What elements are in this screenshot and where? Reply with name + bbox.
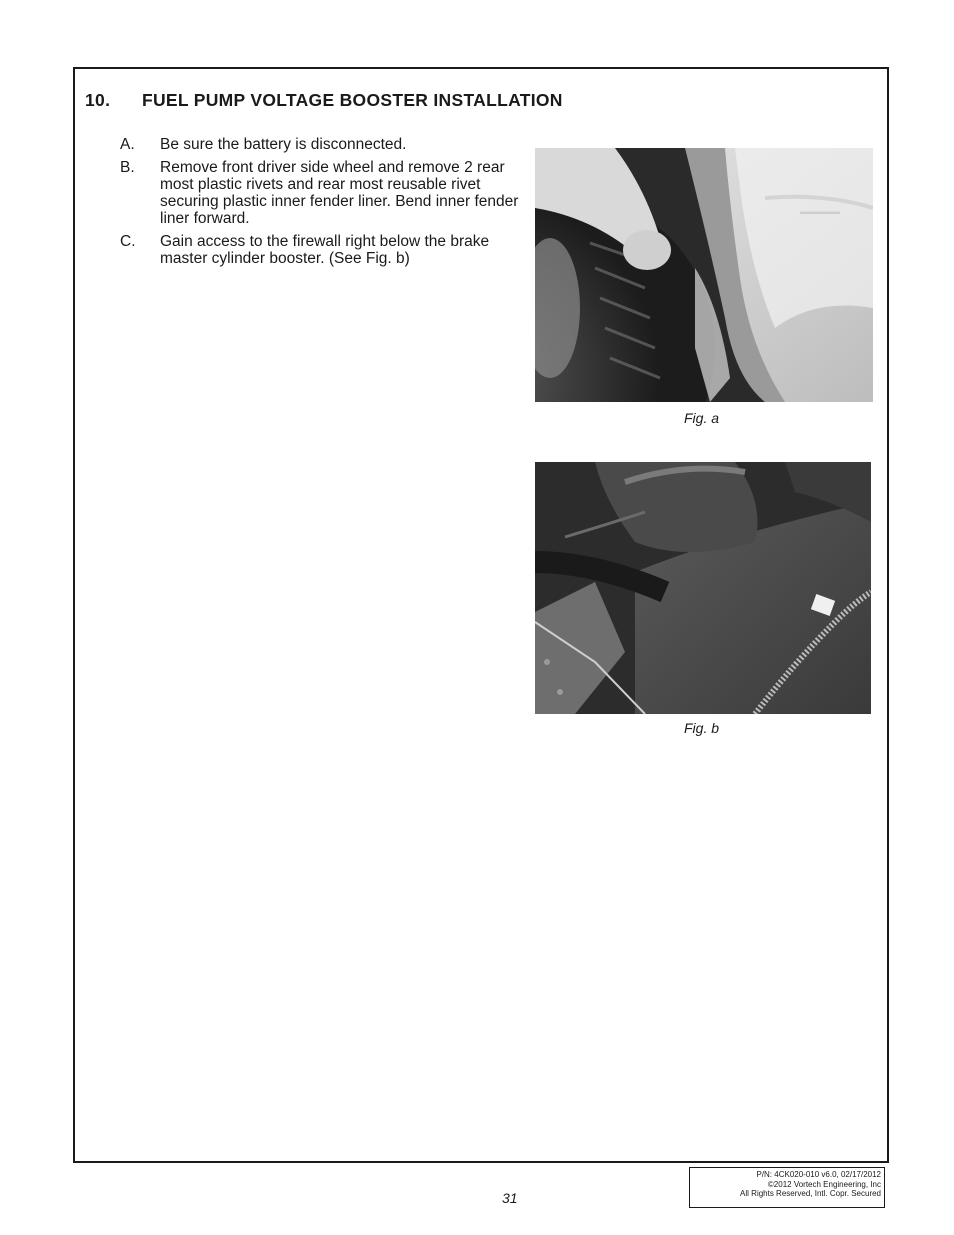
step-text: Remove front driver side wheel and remove 2 rear most plastic rivets and rear most reusable rivet securing plastic inner fender liner. Bend inner fender liner forward.: [160, 159, 519, 227]
step-letter: C.: [120, 233, 136, 250]
part-number: P/N: 4CK020-010 v6.0, 02/17/2012: [756, 1170, 881, 1179]
page-number: 31: [502, 1190, 518, 1206]
instruction-list: [120, 136, 520, 273]
instruction-step: [120, 136, 520, 153]
rights-text: All Rights Reserved, Intl. Copr. Secured: [740, 1189, 881, 1198]
instruction-step: [120, 159, 520, 227]
figure-caption: Fig. b: [684, 720, 720, 736]
step-text: Gain access to the firewall right below the brake master cylinder booster. (See Fig. b): [160, 233, 490, 267]
copyright-box: [689, 1167, 885, 1208]
section-number: 10.: [85, 90, 111, 110]
copyright-text: ©2012 Vortech Engineering, Inc: [767, 1179, 881, 1189]
figure-caption: Fig. a: [684, 410, 720, 426]
firewall-photo: [535, 462, 871, 714]
instruction-step: [120, 233, 520, 267]
section-title: FUEL PUMP VOLTAGE BOOSTER INSTALLATION: [142, 90, 563, 110]
section-heading: [85, 90, 563, 111]
fender-liner-photo: [535, 148, 873, 402]
step-letter: A.: [120, 136, 135, 153]
step-letter: B.: [120, 159, 135, 176]
step-text: Be sure the battery is disconnected.: [160, 136, 407, 153]
